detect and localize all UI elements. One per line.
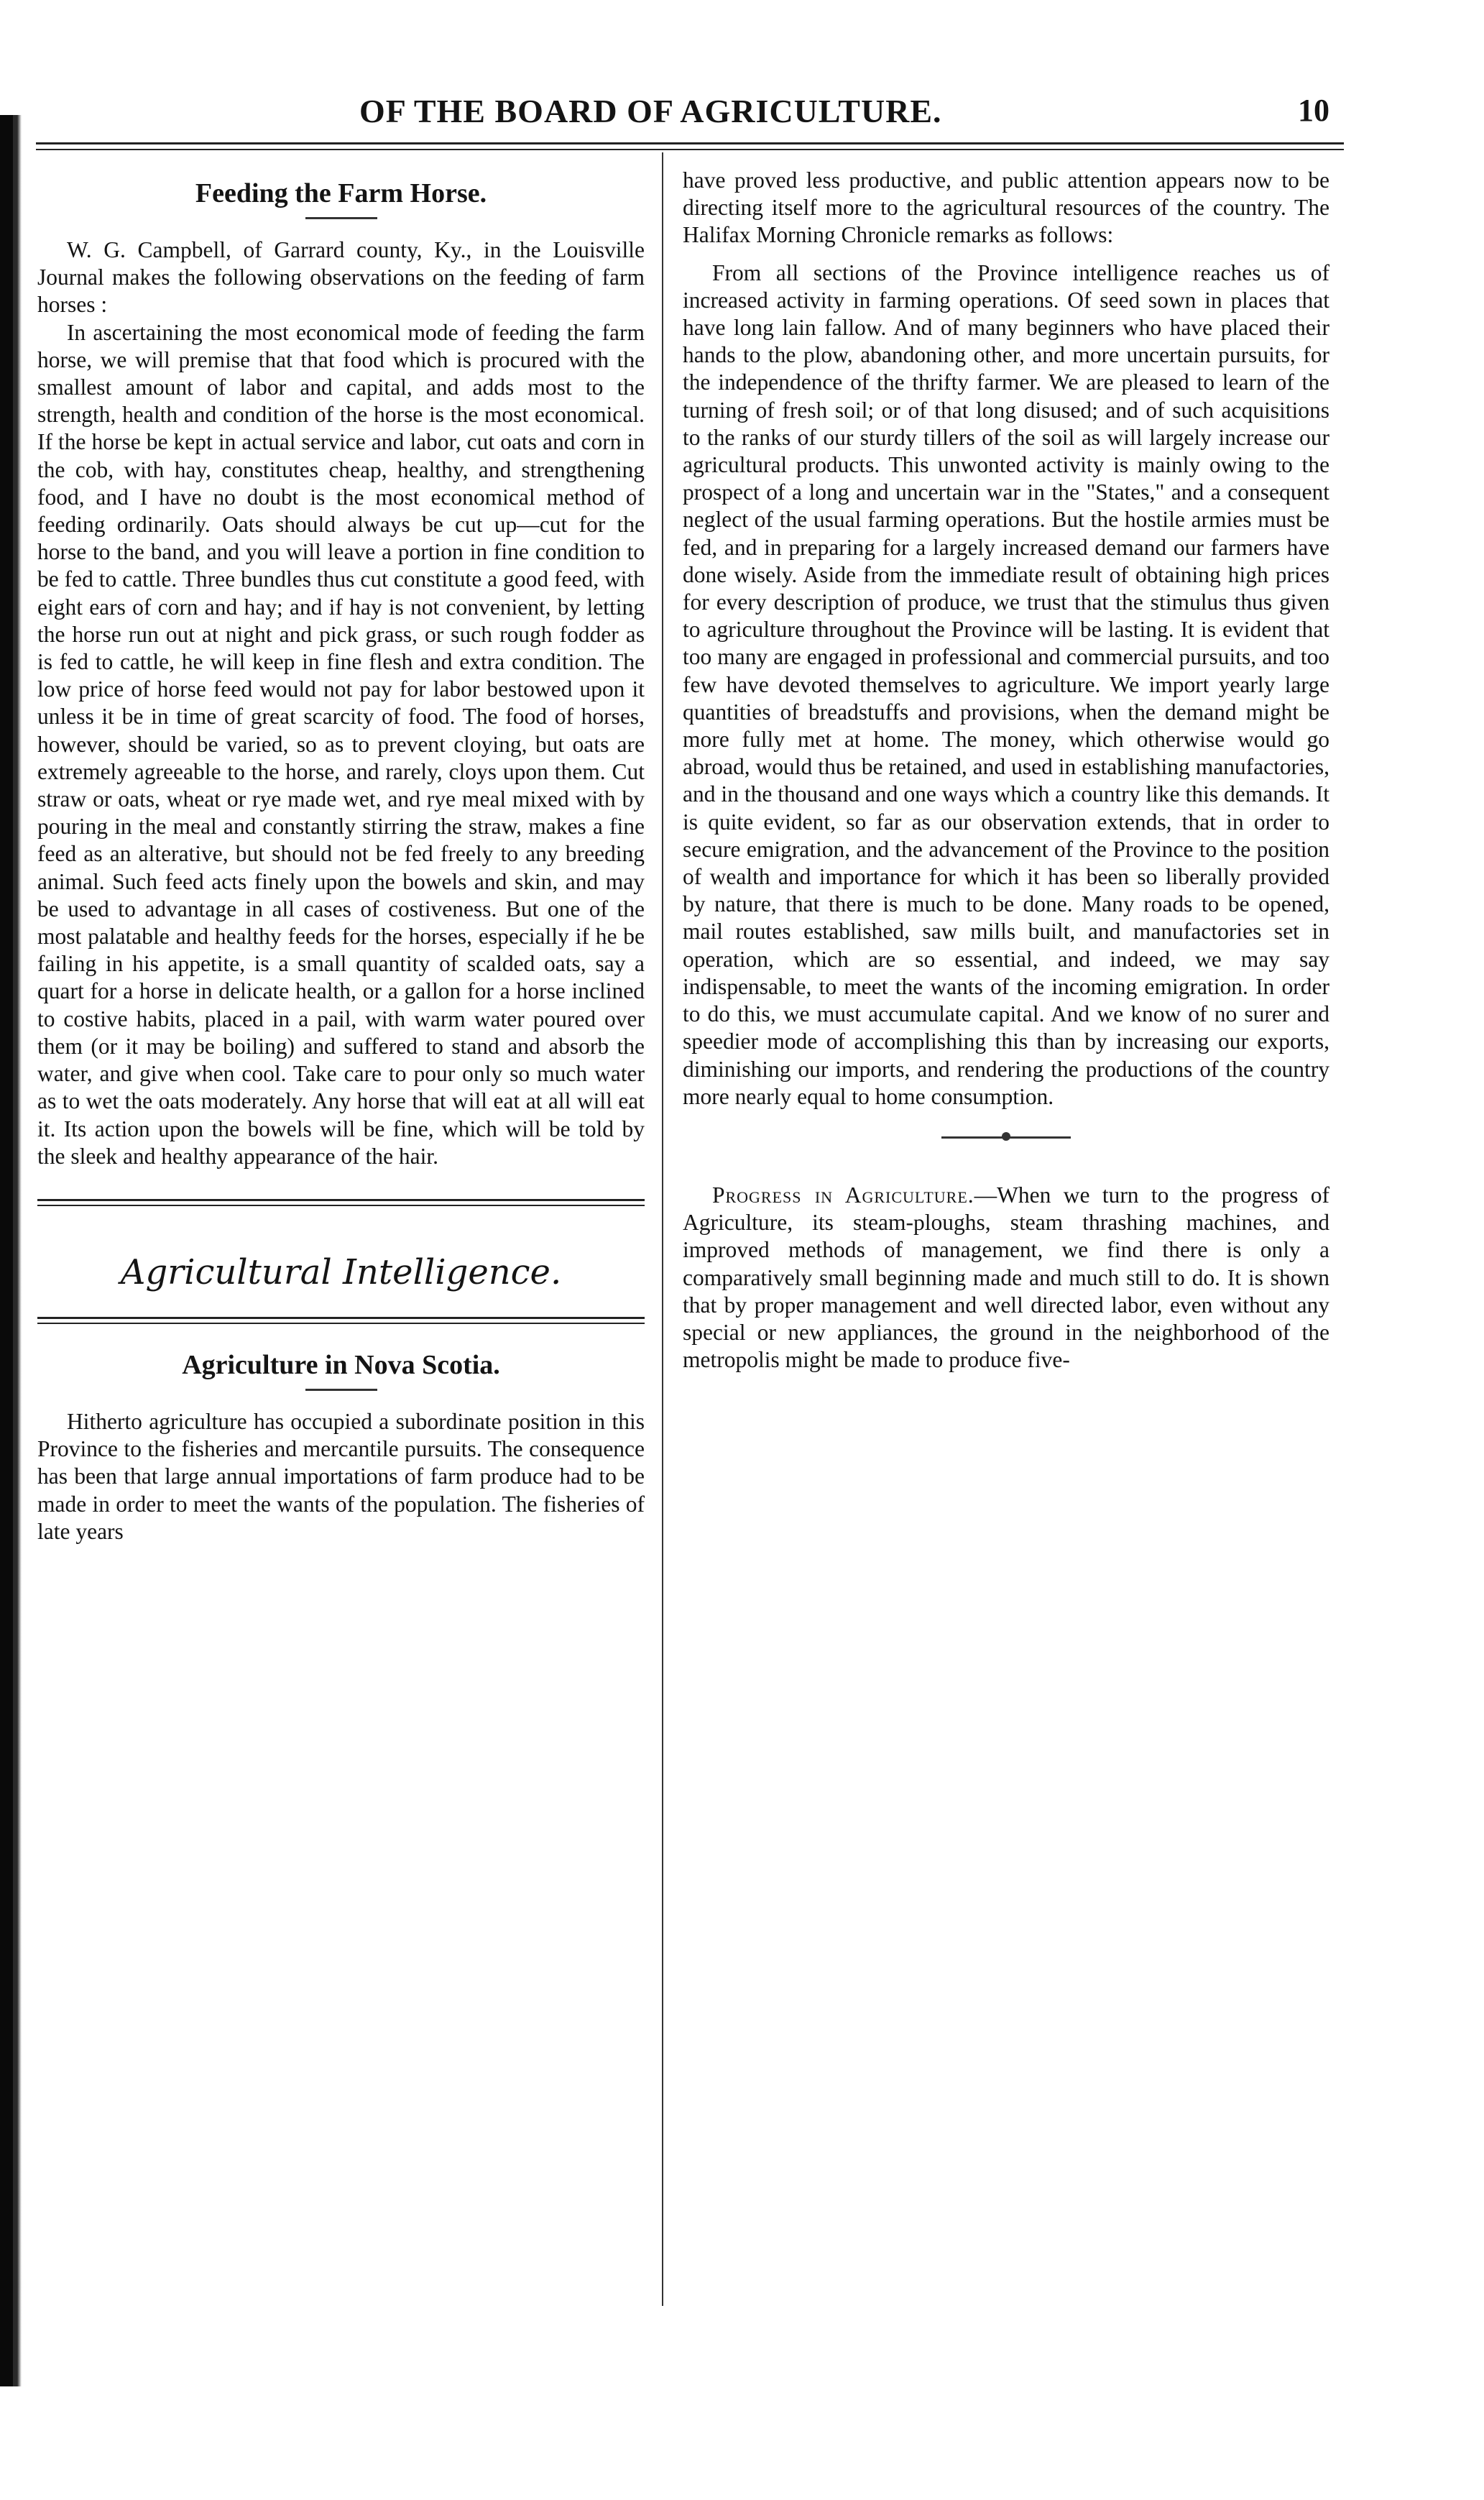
ornament-divider (941, 1136, 1071, 1139)
continued-text: have proved less productive, and public attention appears now to be directing itself more to the agricultural resources of the country. The Halifax Morning Chronicle remarks as follows: (683, 167, 1329, 248)
page-binding-edge (0, 115, 22, 2386)
title-rule (305, 217, 377, 219)
section-rule-top (37, 1199, 645, 1206)
header-rule (36, 142, 1344, 144)
title-rule (305, 1389, 377, 1391)
running-title: OF THE BOARD OF AGRICULTURE. (359, 93, 942, 129)
article-body: In ascertaining the most economical mode of feeding the farm horse, we will premise that that food which is procured with the smallest amount of labor and capital, and adds most to the strength, health and condition of the horse is the most economical. If the horse be kept in actual service and labor, cut oats and corn in the cob, with hay, constitutes cheap, healthy, and strengthening food, and I have no doubt is the most economical method of feeding ordinarily. Oats should always be cut up—cut for the horse to the band, and you will leave a portion in fine condition to be fed to cattle. Three bundles thus cut constitute a good feed, with eight ears of corn and hay; and if hay is not convenient, by letting the horse run out at night and pick grass, or such rough fodder as is fed to cattle, he will keep in fine flesh and extra condition. The low price of horse feed would not pay for labor bestowed upon it unless it be in time of great scarcity of food. The food of horses, however, should be varied, so as to prevent cloying, but oats are extremely agreeable to the horse, and rarely, cloys upon them. Cut straw or oats, wheat or rye made wet, and rye meal mixed with by pouring in the meal and constantly stirring the straw, makes a fine feed as an alterative, but should not be fed freely to any breeding animal. Such feed acts finely upon the bowels and skin, and may be used to advantage in all cases of costiveness. But one of the most palatable and healthy feeds for the horses, especially if he be failing in his appetite, is a small quantity of scalded oats, say a quart for a horse in delicate health, or a gallon for a horse inclined to costive habits, placed in a pail, with warm water poured over them (or it may be boiling) and suffered to stand and absorb the water, and give when cool. Take care to pour only so much water as to wet the oats moderately. Any horse that will eat at all will eat it. Its action upon the bowels will be fine, which will be told by the sleek and healthy appearance of the hair. (37, 319, 645, 1169)
right-column (683, 167, 1329, 1374)
article-title-feeding-farm-horse: Feeding the Farm Horse. (195, 178, 487, 208)
section-title-agricultural-intelligence: Agricultural Intelligence. (120, 1251, 562, 1292)
article-intro: W. G. Campbell, of Garrard county, Ky., in the Louisville Journal makes the following observations on the feeding of farm horses : (37, 237, 645, 318)
article-body-nova-scotia: Hitherto agriculture has occupied a subordinate position in this Province to the fisheries and mercantile pursuits. The consequence has been that large annual importations of farm produce had to be made in order to meet the wants of the population. The fisheries of late years (37, 1408, 645, 1544)
column-divider (662, 152, 663, 2306)
progress-paragraph (683, 1182, 1329, 1374)
page-number: 10 (1298, 93, 1329, 128)
quoted-article: From all sections of the Province intelligence reaches us of increased activity in farming operations. Of seed sown in places that have long lain fallow. And of many beginners who have placed their hands to the plow, abandoning other, and more uncertain pursuits, for the independence of the thrifty farmer. We are pleased to learn of the turning of fresh soil; or of that long disused; and of such acquisitions to the ranks of our sturdy tillers of the soil as will largely increase our agricultural products. This unwonted activity is mainly owing to the prospect of a long and uncertain war in the "States," and a consequent neglect of the usual farming operations. But the hostile armies must be fed, and in preparing for a largely increased demand our farmers have done wisely. Aside from the immediate result of obtaining high prices for every description of produce, we trust that the stimulus thus given to agriculture throughout the Province will be lasting. It is evident that too many are engaged in professional and commercial pursuits, and too few have devoted themselves to agriculture. We import yearly large quantities of breadstuffs and provisions, when the demand might be more fully met at home. The money, which otherwise would go abroad, would thus be retained, and used in establishing manufactories, and in the thousand and one ways which a country like this demands. It is quite evident, so far as our observation extends, that in order to secure emigration, and the advancement of the Province to the position of wealth and importance for which it has been so liberally provided by nature, that there is much to be done. Many roads to be opened, mail routes established, saw mills built, and manufactories set in operation, which are so essential, and indeed, we may say indispensable, to meet the wants of the incoming emigration. In order to do this, we must accumulate capital. And we know of no surer and speedier mode of accomplishing this than by increasing our exports, diminishing our imports, and rendering the productions of the country more nearly equal to home consumption. (683, 259, 1329, 1109)
header-rule-secondary (36, 149, 1344, 150)
progress-lead: Progress in Agriculture. (711, 1182, 974, 1208)
page-header (165, 92, 1329, 128)
left-column (37, 167, 645, 1545)
section-rule-bottom (37, 1317, 645, 1324)
progress-body: —When we turn to the progress of Agriculture, its steam-ploughs, steam thrashing machines, and improved methods of management, we find there is only a comparatively small beginning made and much still to do. It is shown that by proper management and well directed labor, even without any special or new appliances, the ground in the neighborhood of the metropolis might be made to produce five- (683, 1182, 1329, 1373)
article-title-nova-scotia: Agriculture in Nova Scotia. (182, 1349, 500, 1380)
